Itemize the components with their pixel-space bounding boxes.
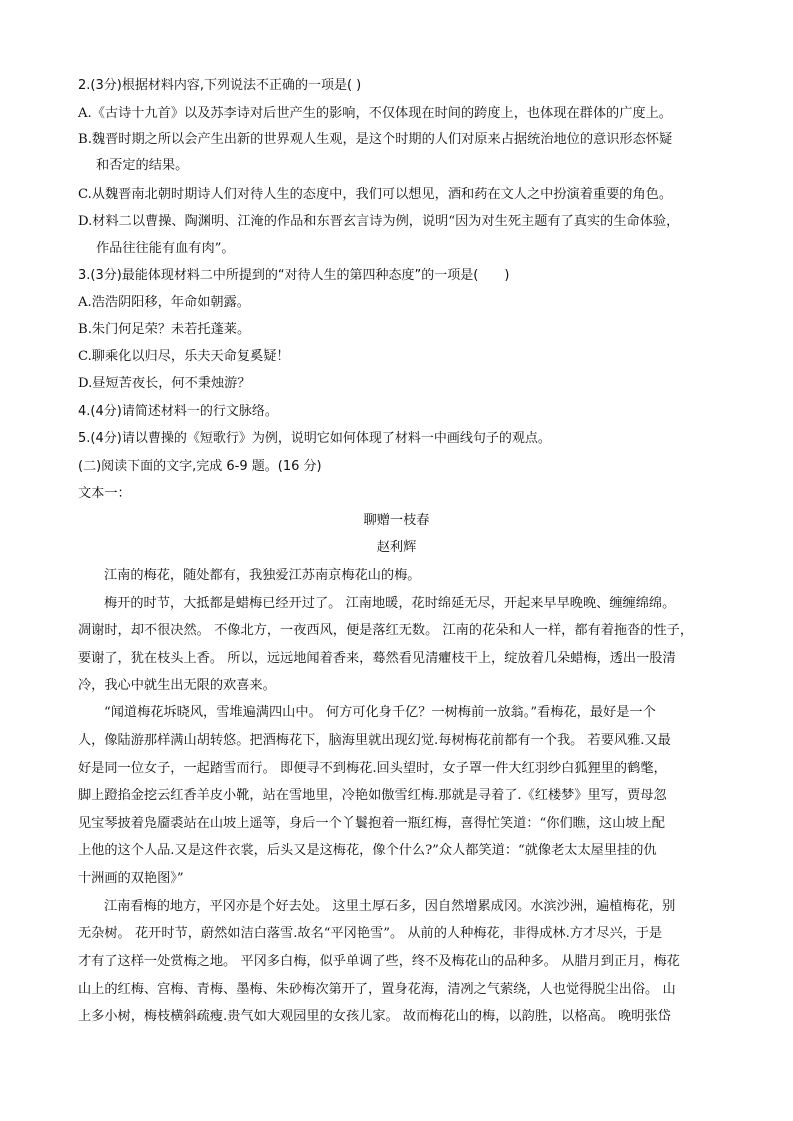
question-3-option-b: B.朱门何足荣？未若托蓬莱。 bbox=[78, 322, 251, 337]
passage-line: 要谢了，犹在枝头上香。 所以，远远地闻着香来，蓦然看见清癯枝干上，绽放着几朵蜡梅，透出一股清 bbox=[78, 651, 676, 666]
passage-line: “闻道梅花坼晓风，雪堆遍满四山中。 何方可化身千亿？一树梅前一放翁。”看梅花，最好是一个 bbox=[104, 705, 656, 720]
question-2-option-b: B.魏晋时期之所以会产生出新的世界观人生观，是这个时期的人们对原来占据统治地位的意识形态怀疑 bbox=[78, 132, 673, 147]
passage-line: 梅开的时节，大抵都是蜡梅已经开过了。 江南地暖，花时绵延无尽，开起来早早晚晚、缠缠绵绵。 bbox=[104, 596, 676, 611]
question-3-option-a: A.浩浩阴阳移，年命如朝露。 bbox=[78, 295, 250, 310]
passage-line: 上多小树，梅枝横斜疏瘦.贵气如大观园里的女孩儿家。 故而梅花山的梅，以韵胜，以格高。 晚明张岱 bbox=[78, 1009, 671, 1024]
passage-line: 凋谢时，却不很决然。 不像北方，一夜西风，便是落红无数。 江南的花朵和人一样，都有着拖沓的性子， bbox=[78, 623, 694, 638]
question-2-option-d-cont: 作品往往能有血有肉”。 bbox=[96, 241, 235, 256]
question-2-option-d: D.材料二以曹操、陶渊明、江淹的作品和东晋玄言诗为例，说明“因为对生死主题有了真实的生命体验， bbox=[78, 214, 680, 229]
passage-title: 聊赠一枝春 bbox=[363, 513, 430, 528]
passage-line: 脚上蹬掐金挖云红香羊皮小靴，站在雪地里，冷艳如傲雪红梅.那就是寻着了.《红楼梦》里写，贾母忽 bbox=[78, 788, 667, 803]
question-3-stem: 3.(3分)最能体现材料二中所提到的“对待人生的第四种态度”的一项是( ) bbox=[78, 268, 510, 283]
passage-line: 好是同一位女子，一起踏雪而行。 即便寻不到梅花.回头望时，女子罩一件大红羽纱白狐狸里的鹤氅， bbox=[78, 761, 667, 776]
passage-line: 山上的红梅、宫梅、青梅、墨梅、朱砂梅次第开了，置身花海，清冽之气萦绕，人也觉得脱尘出俗。 山 bbox=[78, 982, 676, 997]
question-5: 5.(4分)请以曹操的《短歌行》为例，说明它如何体现了材料一中画线句子的观点。 bbox=[78, 431, 551, 446]
text-label: 文本一： bbox=[78, 486, 131, 501]
passage-line: 江南的梅花，随处都有，我独爱江苏南京梅花山的梅。 bbox=[104, 568, 421, 583]
question-3-option-c: C.聊乘化以归尽，乐夫天命复奚疑！ bbox=[78, 349, 290, 364]
passage-line: 人，像陆游那样满山胡转悠。把酒梅花下，脑海里就出现幻觉.每树梅花前都有一个我。 若要风雅.又最 bbox=[78, 733, 671, 748]
passage-line: 见宝琴披着凫靥裘站在山坡上遥等，身后一个丫鬟抱着一瓶红梅，喜得忙笑道：“你们瞧，这山坡上配 bbox=[78, 816, 665, 831]
question-2-option-c: C.从魏晋南北朝时期诗人们对待人生的态度中，我们可以想见，酒和药在文人之中扮演着重要的角色。 bbox=[78, 187, 673, 202]
passage-line: 才有了这样一处赏梅之地。 平冈多白梅，似乎单调了些，终不及梅花山的品种多。 从腊月到正月，梅花 bbox=[78, 954, 680, 969]
question-3-option-d: D.昼短苦夜长，何不秉烛游？ bbox=[78, 376, 251, 391]
question-2-option-a: A.《古诗十九首》以及苏李诗对后世产生的影响，不仅体现在时间的跨度上，也体现在群体的广度上。 bbox=[78, 106, 672, 121]
passage-line: 上他的这个人品.又是这件衣裳，后头又是这梅花，像个什么?”众人都笑道：“就像老太太屋里挂的仇 bbox=[78, 843, 657, 858]
passage-line: 无杂树。 花开时节，蔚然如洁白落雪.故名“平冈艳雪”。 从前的人种梅花，非得成林.方才尽兴，于是 bbox=[78, 926, 663, 941]
passage-line: 江南看梅的地方，平冈亦是个好去处。 这里土厚石多，因自然增累成冈。水滨沙洲，遍植梅花，别 bbox=[104, 899, 676, 914]
question-4: 4.(4分)请简述材料一的行文脉络。 bbox=[78, 404, 278, 419]
passage-author: 赵利辉 bbox=[376, 540, 417, 555]
question-2-option-b-cont: 和否定的结果。 bbox=[96, 158, 189, 173]
question-2-stem: 2.(3分)根据材料内容,下列说法不正确的一项是( ) bbox=[78, 78, 362, 93]
passage-line: 冷，我心中就生出无限的欢喜来。 bbox=[78, 678, 276, 693]
section-heading: (二)阅读下面的文字,完成 6-9 题。(16 分) bbox=[78, 459, 322, 474]
passage-line: 十洲画的双艳图》” bbox=[78, 871, 184, 886]
